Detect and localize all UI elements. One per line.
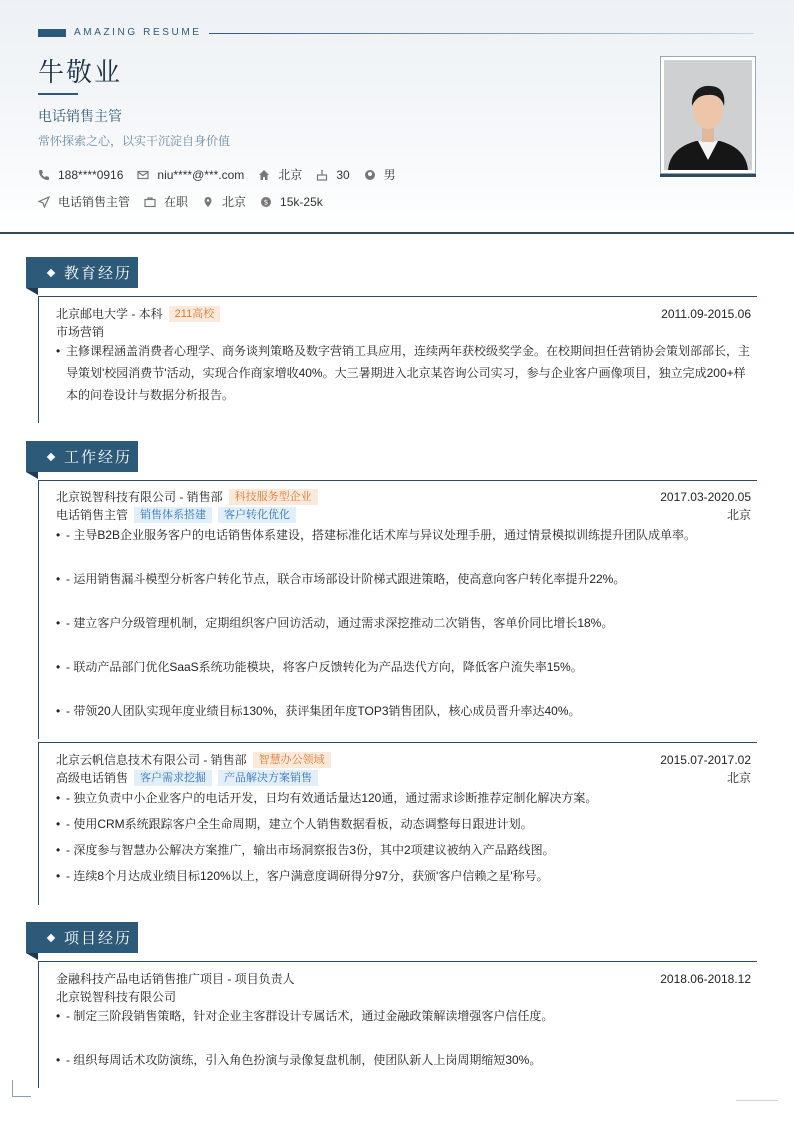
email-text: niu****@***.com: [157, 167, 245, 182]
page-corner-mark: [12, 1080, 31, 1097]
resume-header: [0, 0, 794, 234]
project-date: 2018.06-2018.12: [660, 971, 751, 986]
work-1-bullet: • - 运用销售漏斗模型分析客户转化节点，联合市场部设计阶梯式跟进策略，使高意向客户转化率提升22%。: [56, 568, 751, 590]
contact-email: [137, 168, 244, 182]
contact-row: [38, 166, 410, 183]
name-underline: [38, 93, 78, 95]
education-bullet: • 主修课程涵盖消费者心理学、商务谈判策略及数字营销工具应用，连续两年获校级奖学金。在校期间担任营销协会策划部部长，主导策划'校园消费节'活动，实现合作商家增收40%。大三暑期进入北京某咨询公司实习，参与企业客户画像项目，独立完成200+样本的问卷设计与数据分析报告。: [56, 340, 751, 406]
home-icon: [258, 169, 270, 181]
work-2-city: 北京: [726, 771, 751, 785]
intent-city-text: 北京: [222, 195, 247, 209]
contact-gender: [364, 166, 396, 183]
work-2-company-tag: 智慧办公领域: [253, 752, 331, 768]
brand-divider: [209, 33, 754, 34]
project-company-row: [56, 988, 751, 1005]
work-2-position-row: [56, 769, 751, 786]
education-date: 2011.09-2015.06: [661, 306, 751, 321]
work-2-date: 2015.07-2017.02: [660, 752, 751, 767]
work-entry-2: [38, 742, 757, 905]
project-company: 北京锐智科技有限公司: [56, 990, 177, 1004]
intent-position-text: 电话销售主管: [58, 195, 131, 209]
work-2-header-row: [56, 751, 751, 768]
work-1-bullet: • - 主导B2B企业服务客户的电话销售体系建设，搭建标准化话术库与异议处理手册，通过情景模拟训练提升团队成单率。: [56, 524, 751, 546]
intent-status: [144, 193, 188, 210]
contact-city: [258, 166, 302, 183]
work-1-company-tag: 科技服务型企业: [229, 489, 318, 505]
work-2-tag-1: 客户需求挖掘: [134, 770, 212, 786]
diamond-icon: [47, 933, 55, 941]
work-1-header-row: [56, 488, 751, 505]
profile-photo-frame: [660, 56, 756, 174]
work-1-tag-2: 客户转化优化: [218, 507, 296, 523]
project-bullet: • - 组织每周话术攻防演练，引入角色扮演与录像复盘机制，使团队新人上岗周期缩短30%。: [56, 1049, 751, 1071]
project-name: 金融科技产品电话销售推广项目 - 项目负责人: [56, 972, 295, 986]
phone-text: 188****0916: [58, 167, 124, 182]
job-title: 电话销售主管: [38, 108, 122, 124]
contact-age: [316, 168, 349, 182]
work-2-company: 北京云帆信息技术有限公司 - 销售部: [56, 753, 247, 767]
work-1-position: 电话销售主管: [56, 508, 129, 522]
contact-phone: [38, 168, 123, 182]
work-2-tag-2: 产品解决方案销售: [218, 770, 318, 786]
profile-photo: [664, 60, 752, 170]
intent-status-text: 在职: [164, 195, 189, 209]
project-header-row: [56, 970, 751, 987]
section-project-title: 项目经历: [64, 930, 133, 947]
work-2-position: 高级电话销售: [56, 771, 129, 785]
briefcase-icon: [144, 196, 156, 208]
intent-salary: [260, 195, 323, 209]
intent-city: [202, 193, 246, 210]
candidate-name: 牛敬业: [38, 57, 123, 87]
project-entry: [38, 961, 757, 1088]
page-corner-line: [736, 1100, 778, 1101]
gender-icon: [364, 169, 376, 181]
intent-row: [38, 193, 337, 210]
education-entry: [38, 296, 757, 423]
cake-icon: [316, 169, 328, 181]
money-icon: [260, 196, 272, 208]
location-pin-icon: [202, 196, 214, 208]
work-1-date: 2017.03-2020.05: [660, 489, 751, 504]
major: 市场营销: [56, 325, 105, 339]
work-1-company: 北京锐智科技有限公司 - 销售部: [56, 490, 223, 504]
section-work-title: 工作经历: [64, 449, 133, 466]
diamond-icon: [47, 268, 55, 276]
send-icon: [38, 196, 50, 208]
mail-icon: [137, 169, 149, 181]
diamond-icon: [47, 452, 55, 460]
work-2-bullet: • - 连续8个月达成业绩目标120%以上，客户满意度调研得分97分，获颁'客户信赖之星'称号。: [56, 865, 751, 887]
work-1-tag-1: 销售体系搭建: [134, 507, 212, 523]
school-tag: 211高校: [169, 306, 221, 322]
phone-icon: [38, 169, 50, 181]
section-education-header: [26, 257, 138, 288]
svg-text:$: $: [263, 198, 269, 206]
work-1-bullet: • - 建立客户分级管理机制，定期组织客户回访活动，通过需求深挖推动二次销售，客单价同比增长18%。: [56, 612, 751, 634]
section-education-title: 教育经历: [64, 265, 133, 282]
work-1-position-row: [56, 506, 751, 523]
work-2-bullet: • - 使用CRM系统跟踪客户全生命周期，建立个人销售数据看板，动态调整每日跟进计划。: [56, 813, 751, 835]
intent-position: [38, 193, 130, 210]
work-entry-1: [38, 480, 757, 739]
intent-salary-text: 15k-25k: [280, 194, 323, 209]
school-line: 北京邮电大学 - 本科: [56, 307, 163, 321]
work-2-bullet: • - 独立负责中小企业客户的电话开发，日均有效通话量达120通，通过需求诊断推荐定制化解决方案。: [56, 787, 751, 809]
section-work-header: [26, 441, 138, 472]
brand-label: AMAZING RESUME: [74, 27, 202, 38]
brand-bar: [38, 29, 66, 37]
age-text: 30: [336, 167, 350, 182]
motto: 常怀探索之心，以实干沉淀自身价值: [38, 134, 231, 148]
major-row: [56, 323, 751, 340]
education-header-row: [56, 305, 751, 322]
gender-text: 男: [383, 168, 396, 182]
work-2-bullet: • - 深度参与智慧办公解决方案推广，输出市场洞察报告3份，其中2项建议被纳入产品路线图。: [56, 839, 751, 861]
city-text: 北京: [278, 168, 303, 182]
work-1-city: 北京: [726, 508, 751, 522]
section-project-header: [26, 922, 138, 953]
work-1-bullet: • - 带领20人团队实现年度业绩目标130%，获评集团年度TOP3销售团队，核心成员晋升率达40%。: [56, 700, 751, 722]
project-bullet: • - 制定三阶段销售策略，针对企业主客群设计专属话术，通过金融政策解读增强客户信任度。: [56, 1005, 751, 1027]
work-1-bullet: • - 联动产品部门优化SaaS系统功能模块，将客户反馈转化为产品迭代方向，降低客户流失率15%。: [56, 656, 751, 678]
